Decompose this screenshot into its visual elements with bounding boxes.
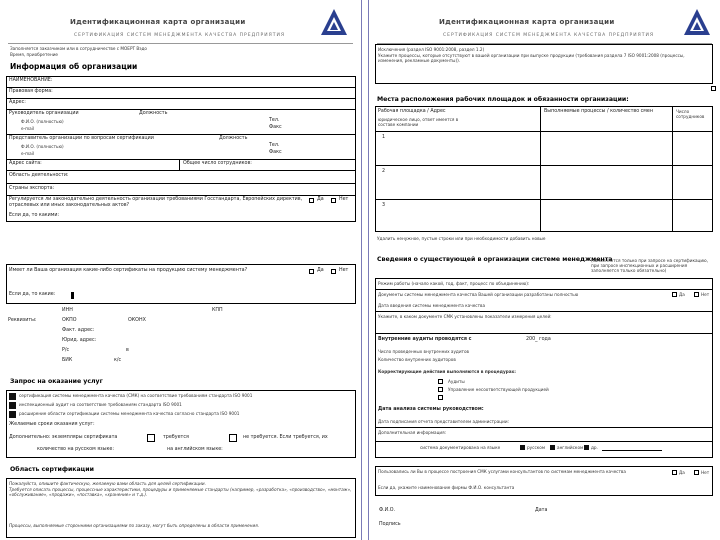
lang-ru-label: русском — [527, 445, 545, 450]
requisites-label: Реквизиты: — [8, 318, 37, 323]
lang-en-checkbox[interactable] — [550, 445, 555, 450]
opt-management-label: Управление несоответствующей продукцией — [448, 387, 549, 392]
intro-text-2: Время, приобретение — [10, 52, 58, 57]
fact-address-field[interactable]: Факт. адрес: — [62, 328, 95, 333]
docs-no-label: Нет — [701, 292, 710, 297]
lang-en-label: английском — [557, 445, 584, 450]
additional-label: Дополнительно: экземпляры сертификата — [9, 435, 118, 440]
rep-fax-field[interactable]: Факс — [269, 150, 282, 155]
lang-other-input[interactable] — [602, 450, 662, 451]
form-subtitle: СЕРТИФИКАЦИЯ СИСТЕМ МЕНЕДЖМЕНТА КАЧЕСТВА ПРЕДПРИЯТИЯ — [74, 33, 285, 38]
lang-other-label: др. — [591, 445, 598, 450]
certified-question: Имеет ли Ваша организация какие-либо сертификаты на продукцию систему менеджмента? — [9, 268, 248, 273]
audits-year: 200_ года — [526, 337, 551, 342]
fio-field[interactable]: Ф.И.О. — [379, 508, 396, 513]
account-field[interactable]: Р/с — [62, 348, 70, 353]
certified-yes-label: Да — [317, 268, 324, 273]
copies-not-required-label: не требуется. Если требуется, их — [243, 435, 328, 440]
qms-note: (заполняется только при запросе на сертификацию, при запросе инспекционных и расширения заполняется только обязательно) — [591, 258, 708, 274]
regulated-yes-checkbox[interactable] — [309, 198, 314, 203]
exclusions-box[interactable] — [375, 44, 713, 84]
regulated-no-label: Нет — [339, 197, 349, 202]
lang-ru-checkbox[interactable] — [520, 445, 525, 450]
regulated-yes-label: Да — [317, 197, 324, 202]
inn-field[interactable]: ИНН — [62, 308, 73, 313]
date-field[interactable]: Дата — [535, 508, 548, 513]
consultant-details-field[interactable]: Если да, укажите наименование фирмы Ф.И.О. консультанта — [378, 485, 515, 490]
service-1-checkbox[interactable] — [9, 393, 16, 400]
form-subtitle-right: СЕРТИФИКАЦИЯ СИСТЕМ МЕНЕДЖМЕНТА КАЧЕСТВА ПРЕДПРИЯТИЯ — [443, 33, 654, 38]
docs-yes-checkbox[interactable] — [672, 292, 677, 297]
audits-field[interactable]: Внутренние аудиты проводятся с — [378, 337, 472, 342]
row-1-number: 1 — [382, 135, 386, 140]
copies-en-field[interactable]: на английском языке: — [167, 447, 223, 452]
corr-account-field[interactable]: к/с — [114, 358, 122, 363]
copies-ru-field[interactable]: количество на русском языке: — [37, 447, 114, 452]
consult-info-field[interactable]: Дополнительная информация: — [378, 430, 447, 435]
org-info-title: Информация об организации — [10, 62, 138, 71]
copies-not-required-checkbox[interactable] — [229, 434, 237, 442]
form-title-right: Идентификационная карта организации — [439, 18, 615, 26]
service-3-label: расширение области сертификации системы менеджмента качества согласно стандарта ISO 9001 — [19, 411, 240, 416]
corrective-label: Корректирующие действия выполняются в процедурах: — [378, 369, 516, 374]
docs-question: Документы системы менеджмента качества Вашей организации разработаны полностью — [378, 292, 579, 297]
copies-required-checkbox[interactable] — [147, 434, 155, 442]
cert-area-title: Область сертификации — [10, 466, 94, 473]
opt-audits-checkbox[interactable] — [438, 379, 443, 384]
right-header — [369, 6, 720, 40]
left-header — [0, 6, 361, 40]
name-field[interactable]: НАИМЕНОВАНИЕ: — [9, 78, 53, 83]
rep-email-field[interactable]: e-mail — [21, 151, 35, 156]
docs-date-field[interactable]: Дата введения системы менеджмента качества — [378, 303, 486, 308]
consultant-yes-checkbox[interactable] — [672, 470, 677, 475]
cert-area-text-1: Пожалуйста, опишите фактическую, желаемую вами область для целей сертификации. — [9, 481, 206, 486]
table-note: Удалить ненужное, пустые строки или при необходимости добавить новые — [377, 236, 546, 241]
bik-field[interactable]: БИК — [62, 358, 73, 363]
exclusions-title: Исключения (раздел ISO 9001:2008, раздел 1.2) — [378, 47, 485, 52]
consultant-yes-label: Да — [679, 470, 685, 475]
consultant-box — [375, 466, 713, 496]
certified-no-checkbox[interactable] — [331, 269, 336, 274]
activity-field[interactable]: Область деятельности: — [9, 173, 69, 178]
org-info-table — [6, 76, 356, 222]
row-3-number: 3 — [382, 203, 386, 208]
contact-rep-field[interactable]: Дата подписания отчета представителем администрации: — [378, 419, 509, 424]
head-tel-field[interactable]: Тел. — [269, 118, 280, 123]
certified-no-label: Нет — [339, 268, 349, 273]
signature-field[interactable]: Подпись — [379, 522, 401, 527]
right-page — [368, 0, 720, 540]
row-2-number: 2 — [382, 169, 386, 174]
company-logo — [320, 8, 348, 36]
head-label: Руководитель организации — [9, 111, 79, 116]
auditors-count-field[interactable]: Количество внутренних аудиторов — [378, 357, 456, 362]
analysis-field[interactable]: Дата анализа системы руководством: — [378, 407, 484, 412]
locations-table — [375, 106, 713, 232]
certificates-box — [6, 264, 356, 304]
rep-position-label: Должность — [219, 136, 248, 141]
service-1-label: сертификация системы менеджмента качества (СМК) на соответствие требованиям стандарта ISO 9001 — [19, 393, 253, 398]
kpp-field[interactable]: КПП — [212, 308, 223, 313]
col-header-site-sub: юридическое лицо, ответ имеется в составе компании — [378, 117, 459, 128]
exclusions-text: Укажите процессы, которые отсутствуют в вашей организации при выпуске продукции (требования раздела 7 ISO 9001:2008 (процессы, изменения, рекламные документы)). — [378, 53, 685, 64]
address-field[interactable]: Адрес: — [9, 100, 26, 105]
regulated-which-field[interactable]: Если да, то какими: — [9, 213, 60, 218]
form-title: Идентификационная карта организации — [70, 18, 246, 26]
deadline-field[interactable]: Желаемые сроки оказания услуг: — [9, 422, 95, 427]
service-2-label: инспекционный аудит на соответствие требованиям стандарта ISO 9001 — [19, 402, 182, 407]
docs-where-field[interactable]: Укажите, в каком документе СМК установлены показатели измерения целей: — [378, 314, 552, 319]
regulated-no-checkbox[interactable] — [331, 198, 336, 203]
qms-title: Сведения о существующей в организации системе менеджмента — [377, 256, 613, 263]
staff-field[interactable]: Общее число сотрудников: — [183, 161, 252, 166]
rep-label: Представитель организации по вопросам сертификации — [9, 136, 154, 141]
exclusions-corner-box — [711, 86, 716, 91]
intro-text: Заполняется заказчиком или в сотрудничестве с МОЕРТ Вэдо — [10, 46, 147, 51]
service-3-checkbox[interactable] — [9, 411, 16, 418]
opt-other-checkbox[interactable] — [438, 395, 443, 400]
text-cursor — [71, 292, 74, 299]
cert-area-text-2: Требуется описать процессы, процессные характеристики, процедуры и применяемые стандарты (например, «разработка», «производство», «монтаж», «обслуживание», «продажи», «поставка», «хранение» и т.д.). — [9, 487, 352, 498]
cert-area-text-3: Процессы, выполняемые сторонними организациями по заказу, могут быть определены в области применения. — [9, 523, 260, 528]
service-2-checkbox[interactable] — [9, 402, 16, 409]
qms-start-field[interactable]: Режим работы (начало какой, год, факт, процесс по объединению): — [378, 281, 530, 286]
regulated-question: Регулируется ли законодательно деятельность организации требованиями Госстандарта, Европейских директив, отраслевых или иных законодательных актов? — [9, 197, 303, 208]
col-header-staff: Число сотрудников — [676, 109, 705, 120]
qms-box — [375, 278, 713, 458]
opt-audits-label: Аудиты — [448, 379, 465, 384]
services-box — [6, 390, 356, 458]
certified-which-field[interactable]: Если да, то какие: — [9, 292, 56, 297]
opt-management-checkbox[interactable] — [438, 387, 443, 392]
col-header-processes: Выполняемые процессы / количество смен — [544, 109, 653, 114]
company-logo-right — [683, 8, 711, 36]
legal-address-field[interactable]: Юрид. адрес: — [62, 338, 97, 343]
consultant-question: Пользовались ли Вы в процессе построения СМК услугами консультантов по системам менеджмента качества — [378, 469, 626, 474]
language-label: система документирована на языке — [420, 445, 501, 450]
audits-count-field[interactable]: Число проведенных внутренних аудитов — [378, 349, 470, 354]
docs-yes-label: Да — [679, 292, 685, 297]
services-title: Запрос на оказание услуг — [10, 378, 103, 385]
site-field[interactable]: Адрес сайта: — [9, 161, 42, 166]
copies-required-label: требуется — [163, 435, 189, 440]
export-field[interactable]: Страны экспорта: — [9, 186, 55, 191]
consultant-no-checkbox[interactable] — [694, 470, 699, 475]
bank-field[interactable]: в — [126, 348, 129, 353]
certified-yes-checkbox[interactable] — [309, 269, 314, 274]
head-fax-field[interactable]: Факс — [269, 125, 282, 130]
lang-other-checkbox[interactable] — [584, 445, 589, 450]
rep-tel-field[interactable]: Тел. — [269, 143, 280, 148]
rep-fio-field[interactable]: Ф.И.О. (полностью) — [21, 144, 64, 149]
okonh-field[interactable]: ОКОНХ — [128, 318, 146, 323]
head-position-label: Должность — [139, 111, 168, 116]
head-email-field[interactable]: e-mail — [21, 126, 35, 131]
okpo-field[interactable]: ОКПО — [62, 318, 77, 323]
head-fio-field[interactable]: Ф.И.О. (полностью) — [21, 119, 64, 124]
consultant-no-label: Нет — [701, 470, 710, 475]
col-header-site: Рабочая площадка / Адрес — [378, 109, 446, 114]
docs-no-checkbox[interactable] — [694, 292, 699, 297]
legal-form-field[interactable]: Правовая форма: — [9, 89, 53, 94]
locations-title: Места расположения рабочих площадок и обязанности организации: — [377, 96, 629, 103]
cert-area-box[interactable] — [6, 478, 356, 538]
